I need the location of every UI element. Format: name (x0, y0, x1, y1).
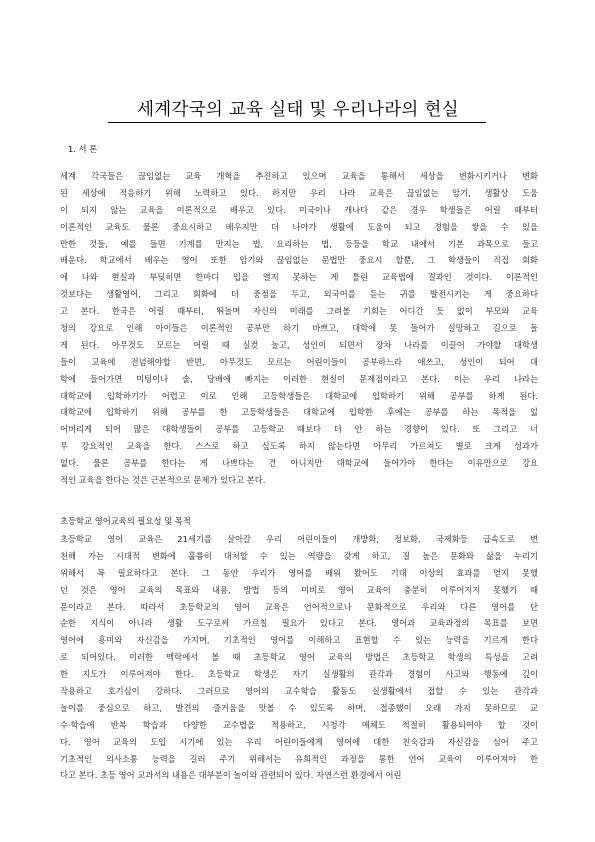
text-line: 던 것은 영어 교육의 목표와 내용, 방법 등의 미비로 영어 교육이 충분히 이루어지지 못했기 때 (60, 584, 538, 595)
text-line: 다고 본다. 초등 영어 교과서의 내용은 대부분이 놀이와 관련되어 있다. 자연스런 환경에서 어린 (60, 770, 402, 781)
text-line: 게 된다. 아무것도 모르는 어릴 때 실컷 놀고, 성인이 되면서 장차 나라를 이끌어 가야할 대학생 (60, 339, 538, 350)
text-line: 청의 강요로 인해 아이들은 이론적인 공부만 하기 바쁘고, 대학에 못 들어가 실망하고 길으로 돌 (60, 323, 538, 334)
text-line: 작용하고 호기심이 강하다. 그러므로 영어의 교수학습 활동도 실생활에서 접할 수 있는 관각과 (60, 686, 538, 697)
text-line: 대학교에 입학하기가 어렵고 이로 인해 고등학생들은 대학교에 입학하기 위해 공부를 하게 된다. (60, 390, 538, 401)
text-line: 천해 가는 시대적 변화에 훌륭히 대처할 수 있는 역량을 갖게 하고, 질 높은 문화와 삶을 누리기 (60, 550, 538, 561)
text-line: 수·학습에 반복 학습과 다양한 교수법을 적용하고, 시청각 매체도 적절히 활용되어야 할 것이 (60, 719, 538, 730)
document-title: 세계각국의 교육 실태 및 우리나라의 현실 (137, 100, 459, 120)
text-line: 적인 교육을 한다는 것은 근본적으로 문제가 있다고 본다. (60, 475, 266, 486)
intro-paragraph (60, 168, 538, 489)
text-line: 다. 영어 교육의 도입 시기에 있는 우리 어린이들에게 영어에 대한 친숙감과 자신감을 심어 주고 (60, 736, 538, 747)
text-line: 위해서 꼭 필요하다고 본다. 그 동안 우리가 영어를 배워 왔어도 기대 이상의 효과를 얻지 못했 (60, 567, 538, 578)
section-heading: 1. 서 론 (68, 144, 98, 154)
text-line: 무 강요적인 교육을 한다. 스스로 하고 싶도록 하지 않는다면 아무리 가르쳐도 별로 크게 성과가 (60, 441, 538, 452)
text-line: 것보다는 생활영어, 그리고 회화에 더 중점을 두고, 외국어를 듣는 귀를 발전시키는 게 중요하다 (60, 289, 538, 300)
second-paragraph (60, 531, 538, 784)
text-line: 된 세상에 적응하기 위해 노력하고 있다. 하지만 우리 나라 교육은 끊임없는 암기, 생활상 도움 (60, 187, 538, 198)
text-line: 배운다. 학교에서 배우는 영어 또한 암기와 끊임없는 문법만 중요시 할뿐, 그 학생들이 직접 회화 (60, 255, 538, 266)
subheading: 초등학교 영어교육의 필요성 및 목적 (60, 516, 191, 526)
text-line: 한 지도가 이루어져야 한다. 초등학교 학생은 자기 실생활의 관각과 경험이 사고와 행동에 깊이 (60, 669, 538, 680)
text-line: 대학교에 입학하기 위해 공부를 한 고등학생들은 대학교에 입학한 후에는 공부를 하는 목적을 잃 (60, 407, 538, 418)
text-line: 로 되어있다. 이러한 맥락에서 볼 때 초등학교 영어 교육의 방법은 초등학교 학생의 특성을 고려 (60, 652, 538, 663)
text-line: 학에 들어가면 미팅이나 술, 당배에 빠지는 이러한 현실이 문제점이라고 본다. 이는 우리 나라는 (60, 373, 538, 384)
text-line: 어버리게 되어 많은 대학생들이 공부를 고등학교 때보다 더 안 하는 경향이 있다. 또 그리고 너 (60, 424, 538, 435)
text-line: 놀이를 중심으로 하고, 발견의 즐거움을 맛볼 수 있도록 하며, 접종했이 오래 가지 못하므로 교 (60, 702, 538, 713)
text-line: 초등학교 영어 교육은 21세기를 살아갈 우리 어린이들이 개방화, 정보화, 국제화등 급속도로 변 (60, 534, 538, 544)
text-line: 에 나와 현실과 부딪히면 한마디 입을 열지 못하는 게 틀린 교육법에 결과인 것이다. 이론적인 (60, 272, 538, 283)
text-line: 없다. 물론 공부를 한다는 게 나쁘다는 건 아니지만 대학교에 들어가야 한다는 이유만으로 강요 (60, 458, 538, 469)
text-line: 순한 지식이 아니라 생활 도구로써 가르칠 필요가 있다고 본다. 영어과 교육과정의 목표를 보면 (60, 618, 538, 629)
text-line: 세계 각국들은 끊임없는 교육 개혁을 추진하고 있으며 교육을 통해서 세상을 변화시키거나 변화 (60, 171, 538, 181)
text-line: 문이라고 본다. 따라서 초등학교의 영어 교육은 언어적으로나 문화적으로 우리와 다른 영어를 단 (60, 601, 538, 612)
text-line: 들이 교육에 전념해야할 반면, 아무것도 모르는 어린이들이 공부하느라 애쓰고, 성인이 되어 대 (60, 356, 538, 367)
text-line: 고 본다. 한국은 어릴 때부터, 뛰놀며 자신의 미래를 그려볼 기회는 어디간 듯 없이 부모와 교육 (60, 306, 538, 317)
text-line: 이 되지 않는 교육을 이론적으로 배우고 있다. 미국이나 캐나다 같은 경우 학생들은 어릴 때부터 (60, 204, 538, 215)
text-line: 영어에 흥미와 자신감을 가지며, 기초적인 영어를 이해하고 표현할 수 있는 능력을 기르게 한다 (60, 635, 538, 646)
text-line: 만한 것들, 예를 들면 기계를 만지는 법, 요리하는 법, 등등을 학교 내에서 기본 과목으로 들고 (60, 238, 538, 249)
text-line: 이론적인 교육도 물론 중요시하고 배우지만 더 나아가 생활에 도움이 되고 경험을 쌓을 수 있을 (60, 221, 538, 232)
title-underline (108, 122, 486, 123)
text-line: 기초적인 의사소통 능력을 길러 주기 위해서는 유희적인 과정을 통한 언어 교육이 이루어져야 한 (60, 753, 538, 764)
